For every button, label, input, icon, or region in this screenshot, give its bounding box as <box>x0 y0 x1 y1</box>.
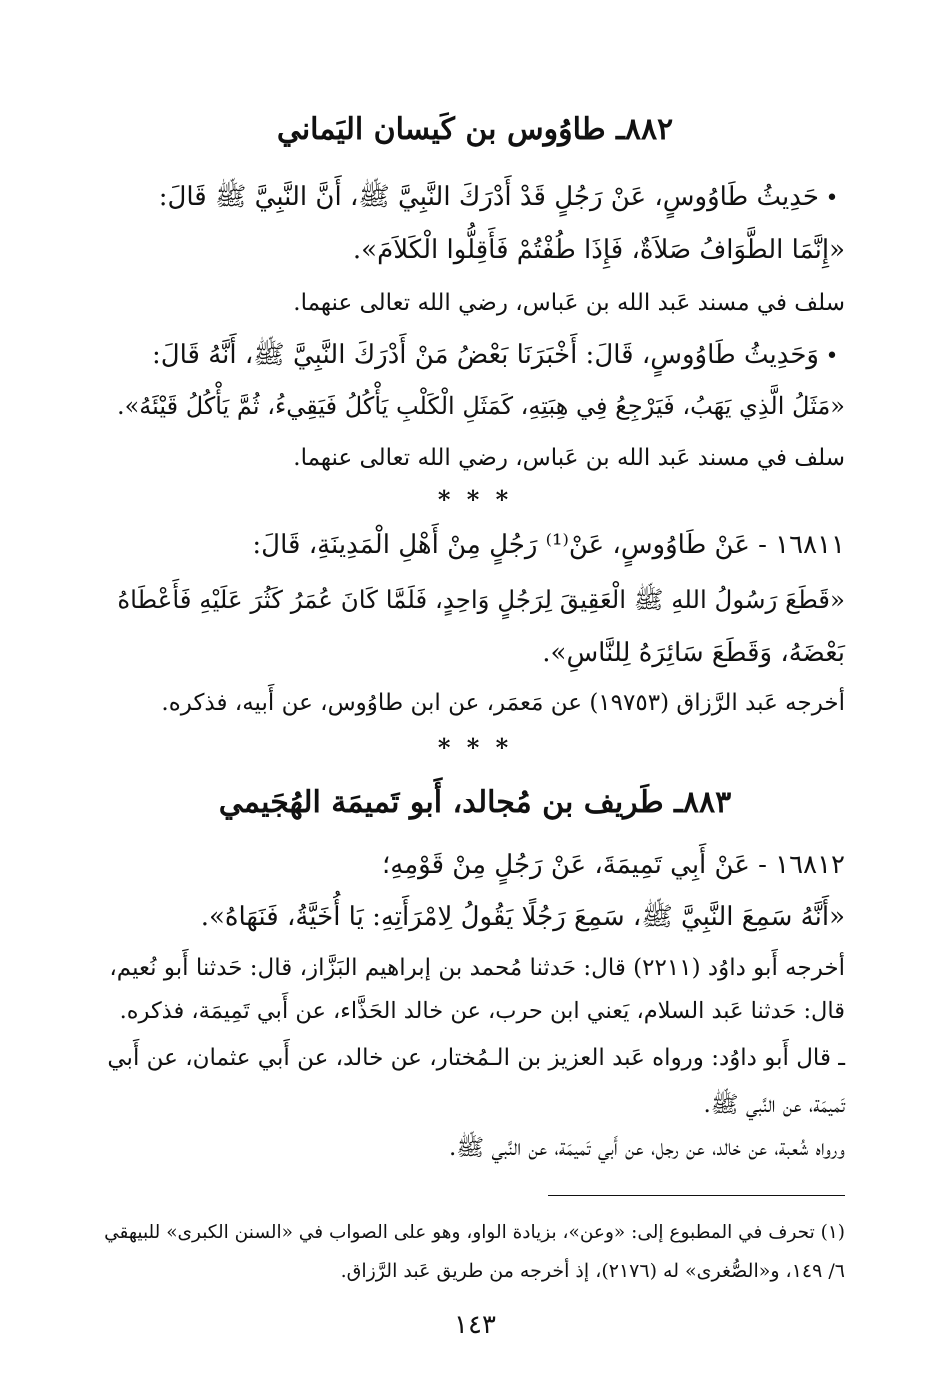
bullet-icon: • <box>825 186 839 211</box>
separator-stars-1: * * * <box>437 485 513 514</box>
footnote-divider <box>548 1195 845 1196</box>
hadith-16811-reference: أخرجه عَبد الرَّزاق (١٩٧٥٣) عن مَعمَر، عن ابن طاوُوس، عن أَبيه، فذكره. <box>161 690 845 716</box>
section-883-title: ٨٨٣ـ طَريف بن مُجالد، أَبو تَميمَة الهُجَيمي <box>218 785 732 820</box>
footnote-line-2: ٦/ ١٤٩، و«الصُّغرى» له (٢١٧٦)، إذ أخرجه من طريق عَبد الرَّزاق. <box>340 1260 845 1282</box>
section-882-title: ٨٨٢ـ طاوُوس بن كَيسان اليَماني <box>276 112 674 147</box>
entry-1-reference: سلف في مسند عَبد الله بن عَباس، رضي الله تعالى عنهما. <box>293 290 845 316</box>
hadith-16812-reference-1: أخرجه أَبو داوُد (٢٢١١) قال: حَدثنا مُحمد بن إبراهيم البَزَّاز، قال: حَدثنا أَبو نُعيم، <box>109 955 845 981</box>
hadith-16811-line-2: «قَطَعَ رَسُولُ اللهِ ﷺ الْعَقِيقَ لِرَجُلٍ وَاحِدٍ، فَلَمَّا كَانَ عُمَرُ كَثُرَ عَلَيْهِ فَأَعْطَاهُ <box>117 585 845 614</box>
hadith-16811-line-3: بَعْضَهُ، وَقَطَعَ سَائِرَهُ لِلنَّاسِ». <box>542 638 845 668</box>
hadith-16812-reference-2: قال: حَدثنا عَبد السلام، يَعني ابن حرب، عن خالد الحَذَّاء، عن أَبي تَمِيمَة، فذكره. <box>119 998 845 1024</box>
hadith-16812-line-2: «أَنَّهُ سَمِعَ النَّبِيَّ ﷺ، سَمِعَ رَجُلًا يَقُولُ لِامْرَأَتِهِ: يَا أُخَيَّةُ، فَنَهَاهُ». <box>200 902 845 932</box>
hadith-16812-reference-4: تَميمَة، عن النَّبي ﷺ. <box>703 1092 845 1118</box>
separator-stars-2: * * * <box>437 733 513 762</box>
hadith-16811-line-1: ١٦٨١١ - عَنْ طَاوُوسٍ، عَنْ⁽¹⁾ رَجُلٍ مِنْ أَهْلِ الْمَدِينَةِ، قَالَ: <box>252 530 845 560</box>
hadith-16812-reference-3: ـ قال أَبو داوُد: ورواه عَبد العزيز بن الـمُختار، عن خالد، عن أَبي عثمان، عن أَبي <box>107 1045 845 1071</box>
hadith-16812-line-1: ١٦٨١٢ - عَنْ أَبِي تَمِيمَةَ، عَنْ رَجُلٍ مِنْ قَوْمِهِ؛ <box>382 850 845 880</box>
hadith-16812-reference-5: ورواه شُعبة، عن خالد، عن رجل، عن أَبي تَميمَة، عن النَّبي ﷺ. <box>449 1135 845 1161</box>
entry-2-reference: سلف في مسند عَبد الله بن عَباس، رضي الله تعالى عنهما. <box>293 445 845 471</box>
entry-2-line-2: «مَثَلُ الَّذِي يَهَبُ، فَيَرْجِعُ فِي هِبَتِهِ، كَمَثَلِ الْكَلْبِ يَأْكُلُ فَيَقِيءُ، ثُمَّ يَأْكُلُ قَيْئَهُ». <box>116 392 845 420</box>
entry-1-line-2: «إِنَّمَا الطَّوَافُ صَلاَةٌ، فَإِذَا طُفْتُمْ فَأَقِلُّوا الْكَلاَمَ». <box>352 235 845 265</box>
entry-2-line-1 <box>105 338 845 376</box>
bullet-icon: • <box>825 344 839 369</box>
footnote-line-1: (١) تحرف في المطبوع إلى: «وعن»، بزيادة الواو، وهو على الصواب في «السنن الكبرى» للبيهقي <box>104 1222 845 1243</box>
entry-2-text-1: وَحَدِيثُ طَاوُوسٍ، قَالَ: أَخْبَرَنَا بَعْضُ مَنْ أَدْرَكَ النَّبِيَّ ﷺ، أَنَّهُ قَالَ: <box>151 340 819 370</box>
entry-1-text-1: حَدِيثُ طَاوُوسٍ، عَنْ رَجُلٍ قَدْ أَدْرَكَ النَّبِيَّ ﷺ، أَنَّ النَّبِيَّ ﷺ قَالَ: <box>158 182 819 212</box>
entry-1-line-1 <box>105 180 845 218</box>
page-number: ١٤٣ <box>454 1310 496 1340</box>
